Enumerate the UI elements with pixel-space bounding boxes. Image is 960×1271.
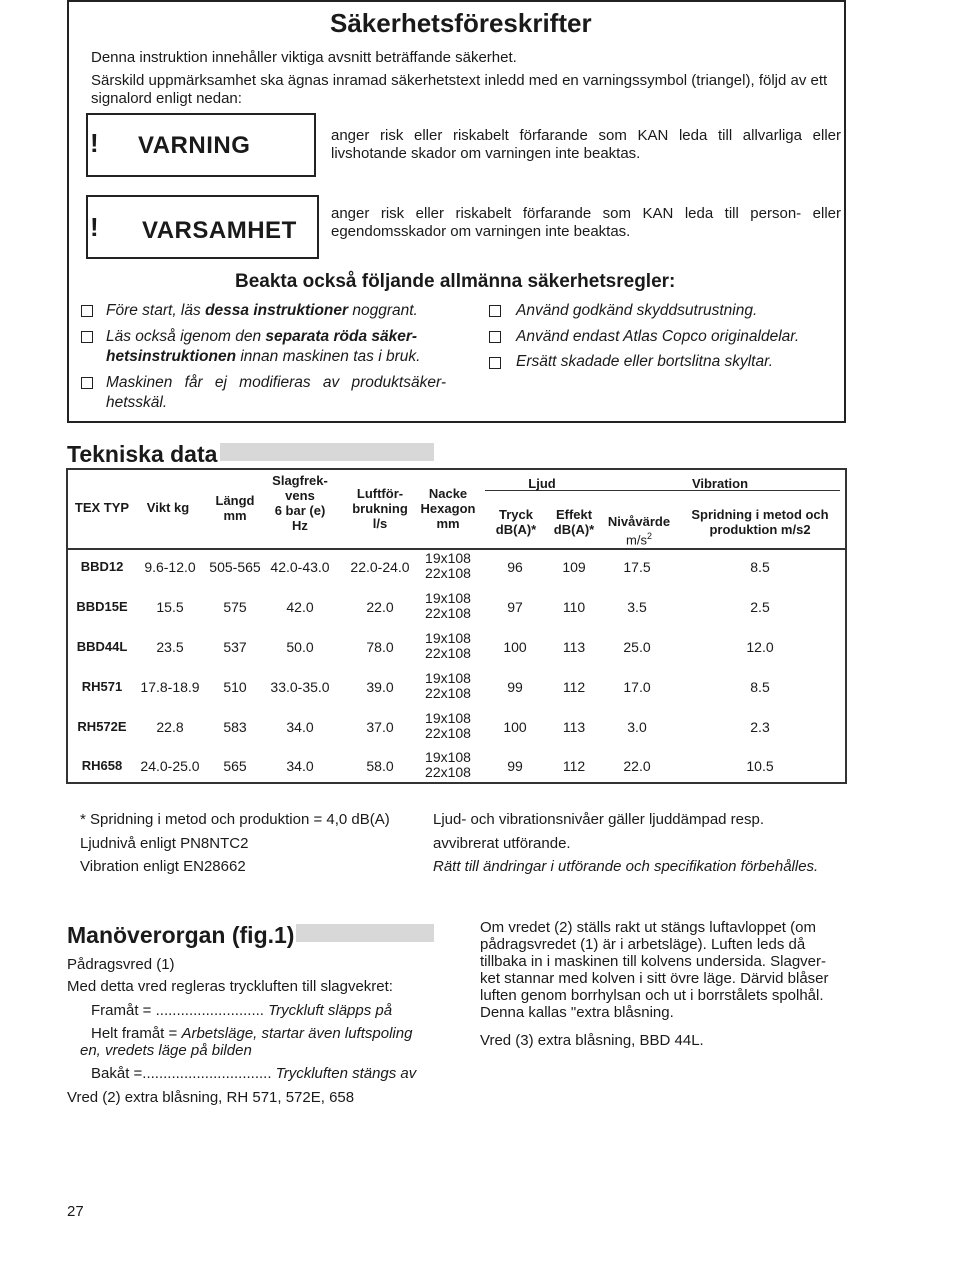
cell-length: 505-565 [209,559,261,575]
cell-level: 3.0 [627,719,647,735]
note-reservation: Rätt till ändringar i utförande och specifikation förbehålles. [433,858,819,875]
controls-extra-blow-bbd: Vred (3) extra blåsning, BBD 44L. [480,1032,704,1049]
warning-description: anger risk eller riskabelt förfarande som KAN leda till allvarliga eller livshotande skador om varningen inte beaktas. [331,127,841,162]
cell-level: 17.5 [623,559,651,575]
cell-hexagon-1: 19x108 [425,749,471,765]
header-neck-hexagon: Nacke Hexagon mm [420,486,476,531]
cell-freq: 34.0 [286,719,314,735]
header-sound-power: Effekt dB(A)* [553,507,595,537]
note-spread: * Spridning i metod och produktion = 4,0 dB(A) [80,811,390,828]
rule-checkbox-icon [489,305,501,317]
cell-pressure: 99 [507,758,523,774]
cell-hexagon-1: 19x108 [425,710,471,726]
rule-checkbox-icon [81,377,93,389]
cell-freq: 34.0 [286,758,314,774]
title-shade-bar [220,443,434,461]
rule-checkbox-icon [81,331,93,343]
warning-triangle-icon: ! [90,128,99,158]
cell-hexagon-2: 22x108 [425,565,471,581]
header-type: TEX TYP [74,500,130,515]
cell-hexagon-2: 22x108 [425,725,471,741]
cell-freq: 50.0 [286,639,314,655]
cell-hexagon-2: 22x108 [425,685,471,701]
controls-title: Manöverorgan (fig.1) [67,922,295,948]
rule-protective-gear: Använd godkänd skyddsutrustning. [516,302,758,319]
cell-hexagon [418,631,478,661]
controls-full-forward: Helt framåt = Arbetsläge, startar även luftspoling [91,1025,413,1042]
caution-triangle-icon: ! [90,212,99,242]
cell-spread: 2.3 [750,719,770,735]
cell-power: 113 [562,639,586,655]
note-sound-standard: Ljudnivå enligt PN8NTC2 [80,835,249,852]
cell-length: 565 [223,758,247,774]
safety-title: Säkerhetsföreskrifter [330,8,592,38]
cell-level: 3.5 [627,599,647,615]
cell-freq: 42.0 [286,599,314,615]
cell-freq: 33.0-35.0 [270,679,330,695]
cell-type: BBD15E [76,599,128,614]
rule-no-modify: Maskinen får ej modifieras av produktsäker- hetsskäl. [106,374,446,411]
cell-hexagon-1: 19x108 [425,670,471,686]
rule-read-instructions: Före start, läs dessa instruktioner noggrant. [106,302,418,319]
header-sound-pressure: Tryck dB(A)* [495,507,537,537]
rule-read-red-safety: Läs också igenom den separata röda säker- hetsinstruktionen innan maskinen tas i bruk. [106,328,421,365]
tech-data-title: Tekniska data [67,441,218,467]
caution-word: VARSAMHET [142,217,297,244]
cell-pressure: 100 [503,639,527,655]
rule-checkbox-icon [81,305,93,317]
cell-length: 583 [223,719,247,735]
cell-freq: 42.0-43.0 [270,559,330,575]
cell-weight: 17.8-18.9 [140,679,200,695]
cell-pressure: 99 [507,679,523,695]
cell-pressure: 96 [507,559,523,575]
controls-full-forward-cont: en, vredets läge på bilden [80,1042,252,1059]
title-shade-bar [296,924,434,942]
safety-intro-1: Denna instruktion innehåller viktiga avsnitt beträffande säkerhet. [91,49,517,66]
cell-hexagon-2: 22x108 [425,605,471,621]
cell-hexagon [418,591,478,621]
header-vibration: Vibration [691,476,749,491]
controls-forward: Framåt = .......................... Tryckluft släpps på [91,1002,393,1019]
cell-hexagon [418,551,478,581]
cell-air: 39.0 [366,679,394,695]
cell-pressure: 97 [507,599,523,615]
cell-air: 58.0 [366,758,394,774]
header-impact-frequency: Slagfrek- vens 6 bar (e) Hz [272,473,328,533]
controls-right-paragraph: Om vredet (2) ställs rakt ut stängs luftavloppet (om pådragsvredet (1) är i arbetsläge). Luften leds då tillbaka in i maskinen till kolvens undersida. Slagver- ket stannar med kolven i sitt övre läge. Därvid blåser luften genom borrhylsan och ut i borrstålets spolhål. Denna kallas "extra blåsning. [480,919,829,1021]
cell-power: 112 [562,758,586,774]
cell-pressure: 100 [503,719,527,735]
cell-air: 37.0 [366,719,394,735]
header-weight: Vikt kg [146,500,190,515]
header-vibration-spread: Spridning i metod och produktion m/s2 [691,507,829,537]
cell-spread: 10.5 [746,758,774,774]
cell-hexagon-1: 19x108 [425,550,471,566]
cell-spread: 2.5 [750,599,770,615]
rule-original-parts: Använd endast Atlas Copco originaldelar. [516,328,800,345]
cell-hexagon-1: 19x108 [425,630,471,646]
caution-description: anger risk eller riskabelt förfarande som KAN leda till person- eller egendomsskador om varningen inte beaktas. [331,205,841,240]
cell-weight: 15.5 [156,599,184,615]
warning-word: VARNING [138,132,251,159]
rule-replace-signs: Ersätt skadade eller bortslitna skyltar. [516,353,774,370]
controls-extra-blow: Vred (2) extra blåsning, RH 571, 572E, 658 [67,1089,355,1106]
cell-hexagon-2: 22x108 [425,764,471,780]
cell-type: RH571 [81,679,123,694]
cell-type: RH572E [77,719,127,734]
cell-spread: 8.5 [750,679,770,695]
header-vibration-level: Nivåvärde $m/s^2$ [607,514,671,548]
header-sound: Ljud [528,476,556,491]
cell-length: 537 [223,639,247,655]
cell-type: BBD44L [76,639,128,654]
cell-level: 25.0 [623,639,651,655]
cell-power: 113 [562,719,586,735]
cell-hexagon [418,750,478,780]
cell-hexagon-1: 19x108 [425,590,471,606]
header-air-consumption: Luftför- brukning l/s [352,486,408,531]
note-vibration-standard: Vibration enligt EN28662 [80,858,246,875]
cell-air: 22.0-24.0 [350,559,410,575]
cell-weight: 23.5 [156,639,184,655]
cell-weight: 9.6-12.0 [144,559,196,575]
note-dampened: Ljud- och vibrationsnivåer gäller ljuddämpad resp. [433,811,765,828]
page-number: 27 [67,1203,84,1220]
cell-hexagon [418,711,478,741]
cell-hexagon [418,671,478,701]
cell-power: 112 [562,679,586,695]
safety-intro-2: Särskild uppmärksamhet ska ägnas inramad säkerhetstext inledd med en varningssymbol (triangel), följd av ett signalord enligt nedan: [91,72,828,107]
cell-air: 22.0 [366,599,394,615]
rules-heading: Beakta också följande allmänna säkerhetsregler: [235,271,676,292]
cell-spread: 8.5 [750,559,770,575]
cell-power: 109 [562,559,586,575]
cell-power: 110 [562,599,586,615]
cell-level: 17.0 [623,679,651,695]
cell-air: 78.0 [366,639,394,655]
cell-level: 22.0 [623,758,651,774]
controls-throttle-label: Pådragsvred (1) [67,956,175,973]
note-dampened-2: avvibrerat utförande. [433,835,571,852]
rule-checkbox-icon [489,357,501,369]
cell-length: 510 [223,679,247,695]
cell-spread: 12.0 [746,639,774,655]
rule-checkbox-icon [489,331,501,343]
cell-weight: 24.0-25.0 [140,758,200,774]
controls-back: Bakåt =............................... Tryckluften stängs av [91,1065,417,1082]
cell-type: RH658 [81,758,123,773]
cell-type: BBD12 [80,559,124,574]
cell-weight: 22.8 [156,719,184,735]
controls-throttle-desc: Med detta vred regleras tryckluften till slagvekret: [67,978,393,995]
cell-length: 575 [223,599,247,615]
cell-hexagon-2: 22x108 [425,645,471,661]
header-length: Längd mm [215,493,255,523]
